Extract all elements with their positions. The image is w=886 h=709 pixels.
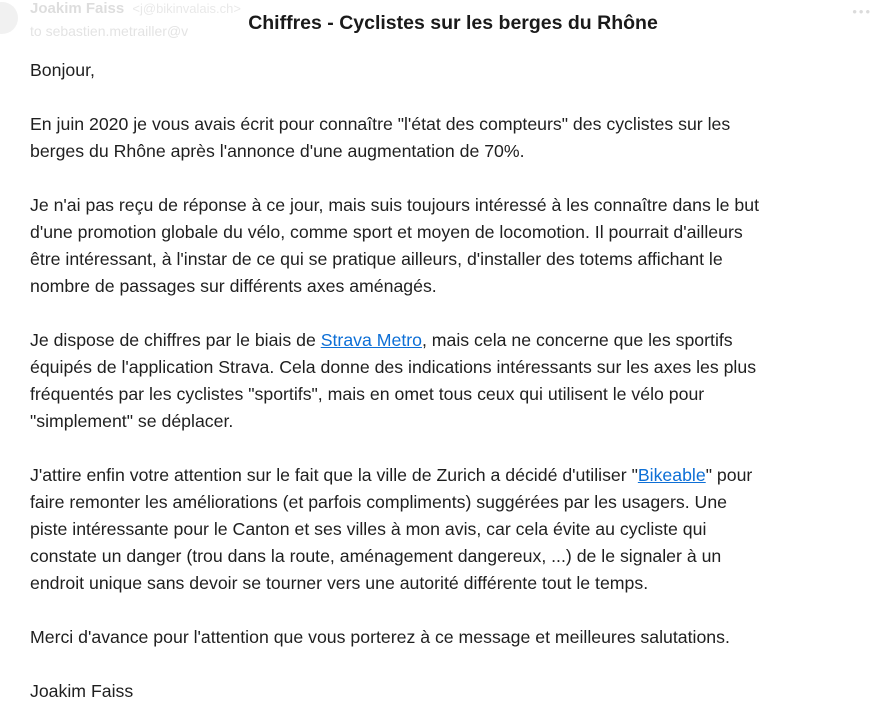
text-line: faire remonter les améliorations (et parfois compliments) suggérées par les usagers. Une [30,492,727,512]
text-line: J'attire enfin votre attention sur le fait que la ville de Zurich a décidé d'utiliser " [30,465,638,485]
recipient-line[interactable]: to sebastien.metrailler@v [30,23,189,39]
text-line: être intéressant, à l'instar de ce qui se pratique ailleurs, d'installer des totems affichant le [30,249,723,269]
paragraph-1 [30,111,876,165]
signature: Joakim Faiss [30,681,134,701]
text-line: d'une promotion globale du vélo, comme sport et moyen de locomotion. Il pourrait d'ailleurs [30,222,743,242]
paragraph-3 [30,327,876,435]
text-line: endroit unique sans devoir se tourner vers une autorité différente tout le temps. [30,573,649,593]
text-line: berges du Rhône après l'annonce d'une augmentation de 70%. [30,141,525,161]
text-line: "simplement" se déplacer. [30,411,234,431]
text-line: , mais cela ne concerne que les sportifs [421,330,733,350]
text-line: équipés de l'application Strava. Cela donne des indications intéressants sur les axes les plus [30,357,757,377]
text-line: piste intéressante pour le Canton et ses villes à mon avis, car cela évite au cycliste qui [30,519,707,539]
sender-email[interactable]: <j@bikinvalais.ch> [132,1,241,16]
text-line: fréquentés par les cyclistes "sportifs", mais en omet tous ceux qui utilisent le vélo pour [30,384,705,404]
text-line: En juin 2020 je vous avais écrit pour connaître "l'état des compteurs" des cyclistes sur les [30,114,731,134]
text-line: " pour [705,465,753,485]
paragraph-2 [30,192,876,300]
text-line: Je dispose de chiffres par le biais de [30,330,321,350]
paragraph-4 [30,462,876,597]
text-line: Je n'ai pas reçu de réponse à ce jour, mais suis toujours intéressé à les connaître dans le but [30,195,759,215]
strava-metro-link[interactable]: Strava Metro [320,330,422,350]
text-line: nombre de passages sur différents axes aménagés. [30,276,437,296]
sender-name[interactable]: Joakim Faiss [30,0,125,17]
text-line: constate un danger (trou dans la route, aménagement dangereux, ...) de le signaler à un [30,546,722,566]
email-subject: Chiffres - Cyclistes sur les berges du Rhône [248,12,658,34]
closing: Merci d'avance pour l'attention que vous porterez à ce message et meilleures salutations. [30,627,730,647]
email-body [30,57,876,705]
bikeable-link[interactable]: Bikeable [637,465,706,485]
greeting: Bonjour, [30,60,95,80]
more-options-icon[interactable]: ••• [852,4,872,19]
